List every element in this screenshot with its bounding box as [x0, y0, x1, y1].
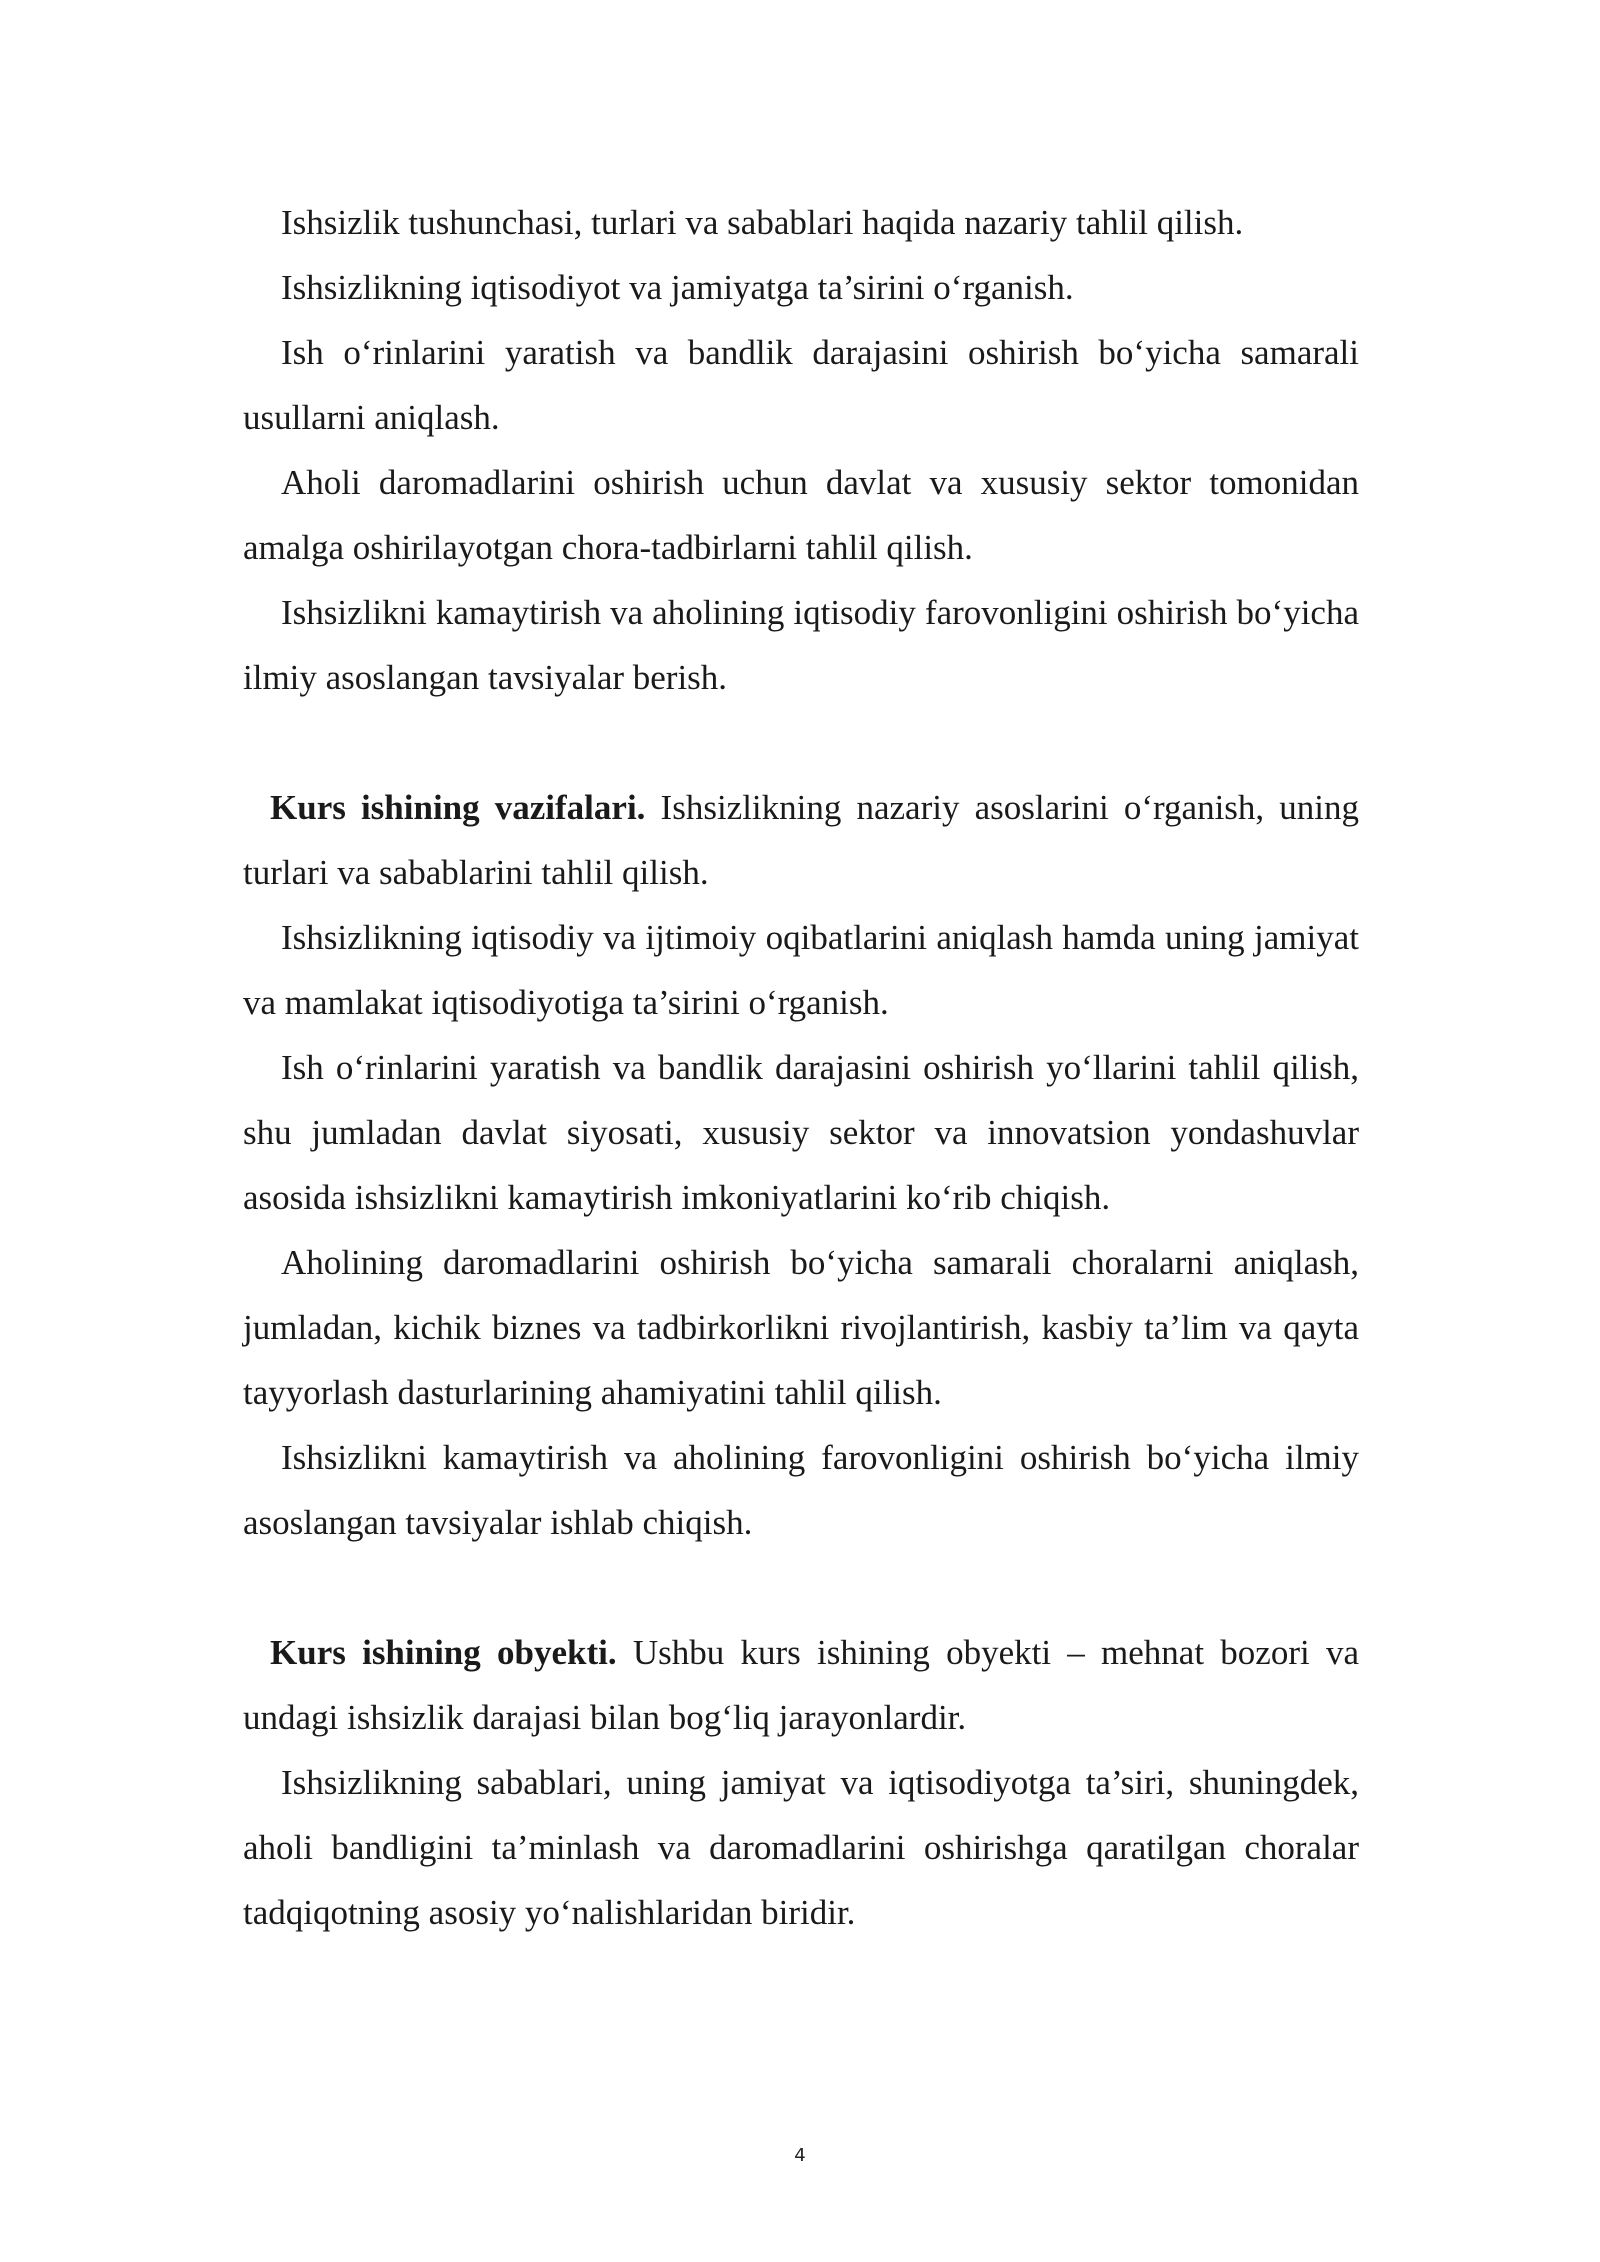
tasks-heading: Kurs ishining vazifalari.	[270, 788, 646, 827]
document-page	[243, 190, 1359, 1945]
object-intro-paragraph	[243, 1620, 1359, 1750]
goal-paragraph-5: Ishsizlikni kamaytirish va aholining iqtisodiy farovonligini oshirish bo‘yicha ilmiy asoslangan tavsiyalar berish.	[243, 593, 1359, 697]
section-spacer	[243, 710, 1359, 775]
goal-paragraph-2: Ishsizlikning iqtisodiyot va jamiyatga ta’sirini o‘rganish.	[281, 268, 1074, 307]
task-paragraph-2: Ish o‘rinlarini yaratish va bandlik darajasini oshirish yo‘llarini tahlil qilish, shu jumladan davlat siyosati, xususiy sektor va innovatsion yondashuvlar asosida ishsizlikni kamaytirish imkoniyatlarini ko‘rib chiqish.	[243, 1048, 1359, 1217]
tasks-intro-paragraph	[243, 775, 1359, 905]
object-lead-text: Ushbu kurs ishining obyekti – mehnat bozori va undagi ishsizlik darajasi bilan bog‘liq jarayonlardir.	[243, 1633, 1359, 1737]
task-paragraph-1: Ishsizlikning iqtisodiy va ijtimoiy oqibatlarini aniqlash hamda uning jamiyat va mamlakat iqtisodiyotiga ta’sirini o‘rganish.	[243, 918, 1359, 1022]
goal-paragraph-1: Ishsizlik tushunchasi, turlari va sabablari haqida nazariy tahlil qilish.	[281, 203, 1244, 242]
page-number: 4	[794, 2145, 806, 2166]
object-heading: Kurs ishining obyekti.	[270, 1633, 617, 1672]
tasks-lead-text: Ishsizlikning nazariy asoslarini o‘rganish, uning turlari va sabablarini tahlil qilish.	[243, 788, 1360, 892]
section-spacer	[243, 1555, 1359, 1620]
task-paragraph-3: Aholining daromadlarini oshirish bo‘yicha samarali choralarni aniqlash, jumladan, kichik biznes va tadbirkorlikni rivojlantirish, kasbiy ta’lim va qayta tayyorlash dasturlarining ahamiyatini tahlil qilish.	[243, 1243, 1359, 1412]
goal-paragraph-4: Aholi daromadlarini oshirish uchun davlat va xususiy sektor tomonidan amalga oshirilayotgan chora-tadbirlarni tahlil qilish.	[243, 463, 1359, 567]
goal-paragraph-3: Ish o‘rinlarini yaratish va bandlik darajasini oshirish bo‘yicha samarali usullarni aniqlash.	[243, 333, 1359, 437]
task-paragraph-4: Ishsizlikni kamaytirish va aholining farovonligini oshirish bo‘yicha ilmiy asoslangan tavsiyalar ishlab chiqish.	[243, 1438, 1359, 1542]
object-paragraph-1: Ishsizlikning sabablari, uning jamiyat va iqtisodiyotga ta’siri, shuningdek, aholi bandligini ta’minlash va daromadlarini oshirishga qaratilgan choralar tadqiqotning asosiy yo‘nalishlaridan biridir.	[243, 1763, 1359, 1932]
